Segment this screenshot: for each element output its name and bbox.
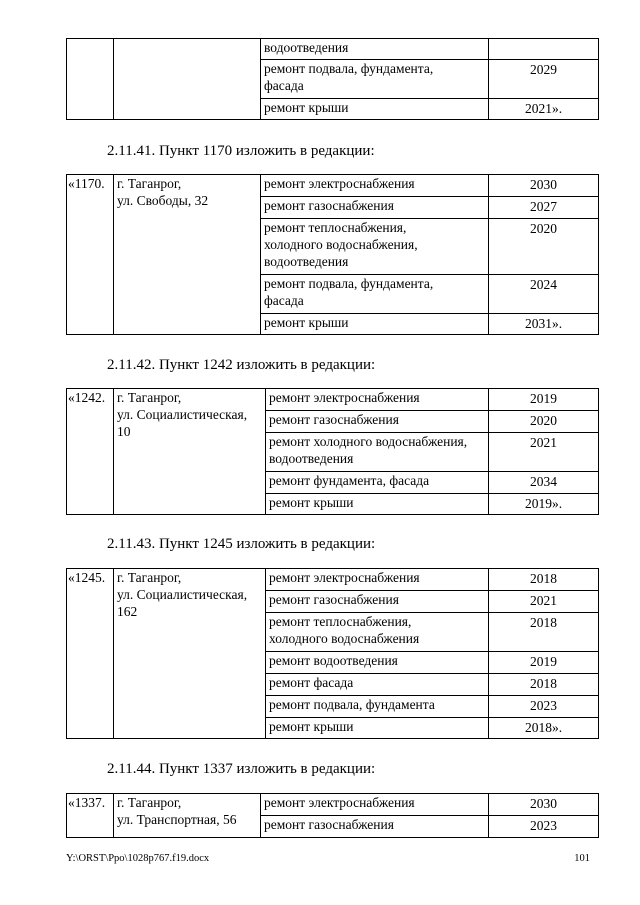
year-cell: 2023	[489, 816, 599, 838]
work-cell: ремонт подвала, фундамента	[266, 696, 489, 718]
address-cell: г. Таганрог, ул. Транспортная, 56	[114, 794, 261, 838]
work-cell: ремонт крыши	[261, 99, 489, 120]
year-cell: 2019».	[489, 494, 599, 515]
year-cell: 2018	[489, 674, 599, 696]
item-table-1245	[66, 568, 599, 739]
year-cell: 2020	[489, 411, 599, 433]
year-cell	[489, 39, 599, 60]
year-cell: 2030	[489, 175, 599, 197]
item-table-1337	[66, 793, 599, 838]
page-number: 101	[574, 853, 590, 864]
table-row	[67, 569, 599, 591]
table-row	[67, 389, 599, 411]
address-cell: г. Таганрог, ул. Свободы, 32	[114, 175, 261, 335]
work-cell: ремонт электроснабжения	[266, 569, 489, 591]
work-cell: ремонт теплоснабжения, холодного водоснабжения	[266, 613, 489, 652]
address-cell: г. Таганрог, ул. Социалистическая, 10	[114, 389, 266, 515]
year-cell: 2020	[489, 219, 599, 275]
table-row	[67, 794, 599, 816]
work-cell: ремонт фундамента, фасада	[266, 472, 489, 494]
address-cell	[114, 39, 261, 120]
year-cell: 2021».	[489, 99, 599, 120]
table-row	[67, 175, 599, 197]
continued-table	[66, 38, 599, 120]
work-cell: ремонт электроснабжения	[266, 389, 489, 411]
item-table-1170	[66, 174, 599, 335]
item-number: «1245.	[67, 569, 114, 739]
work-cell: ремонт электроснабжения	[261, 175, 489, 197]
year-cell: 2034	[489, 472, 599, 494]
year-cell: 2018».	[489, 718, 599, 739]
work-cell: ремонт подвала, фундамента, фасада	[261, 60, 489, 99]
work-cell: ремонт газоснабжения	[261, 816, 489, 838]
section-heading: 2.11.41. Пункт 1170 изложить в редакции:	[107, 143, 375, 159]
work-cell: ремонт холодного водоснабжения, водоотведения	[266, 433, 489, 472]
work-cell: ремонт газоснабжения	[266, 411, 489, 433]
year-cell: 2030	[489, 794, 599, 816]
item-number: «1242.	[67, 389, 114, 515]
work-cell: ремонт водоотведения	[266, 652, 489, 674]
year-cell: 2018	[489, 613, 599, 652]
address-cell: г. Таганрог, ул. Социалистическая, 162	[114, 569, 266, 739]
work-cell: ремонт крыши	[266, 718, 489, 739]
item-number: «1170.	[67, 175, 114, 335]
year-cell: 2024	[489, 275, 599, 314]
year-cell: 2018	[489, 569, 599, 591]
work-cell: ремонт крыши	[261, 314, 489, 335]
work-cell: ремонт крыши	[266, 494, 489, 515]
year-cell: 2021	[489, 433, 599, 472]
year-cell: 2019	[489, 389, 599, 411]
section-heading: 2.11.44. Пункт 1337 изложить в редакции:	[107, 761, 376, 777]
work-cell: ремонт теплоснабжения, холодного водоснабжения, водоотведения	[261, 219, 489, 275]
section-heading: 2.11.42. Пункт 1242 изложить в редакции:	[107, 357, 376, 373]
footer-file-path: Y:\ORST\Ppo\1028p767.f19.docx	[66, 853, 210, 864]
work-cell: ремонт электроснабжения	[261, 794, 489, 816]
table-row	[67, 39, 599, 60]
work-cell: ремонт подвала, фундамента, фасада	[261, 275, 489, 314]
work-cell: ремонт газоснабжения	[266, 591, 489, 613]
work-cell: ремонт газоснабжения	[261, 197, 489, 219]
work-cell: водоотведения	[261, 39, 489, 60]
item-table-1242	[66, 388, 599, 515]
num-cell	[67, 39, 114, 120]
year-cell: 2023	[489, 696, 599, 718]
work-cell: ремонт фасада	[266, 674, 489, 696]
year-cell: 2031».	[489, 314, 599, 335]
year-cell: 2027	[489, 197, 599, 219]
year-cell: 2021	[489, 591, 599, 613]
year-cell: 2029	[489, 60, 599, 99]
section-heading: 2.11.43. Пункт 1245 изложить в редакции:	[107, 536, 376, 552]
year-cell: 2019	[489, 652, 599, 674]
item-number: «1337.	[67, 794, 114, 838]
